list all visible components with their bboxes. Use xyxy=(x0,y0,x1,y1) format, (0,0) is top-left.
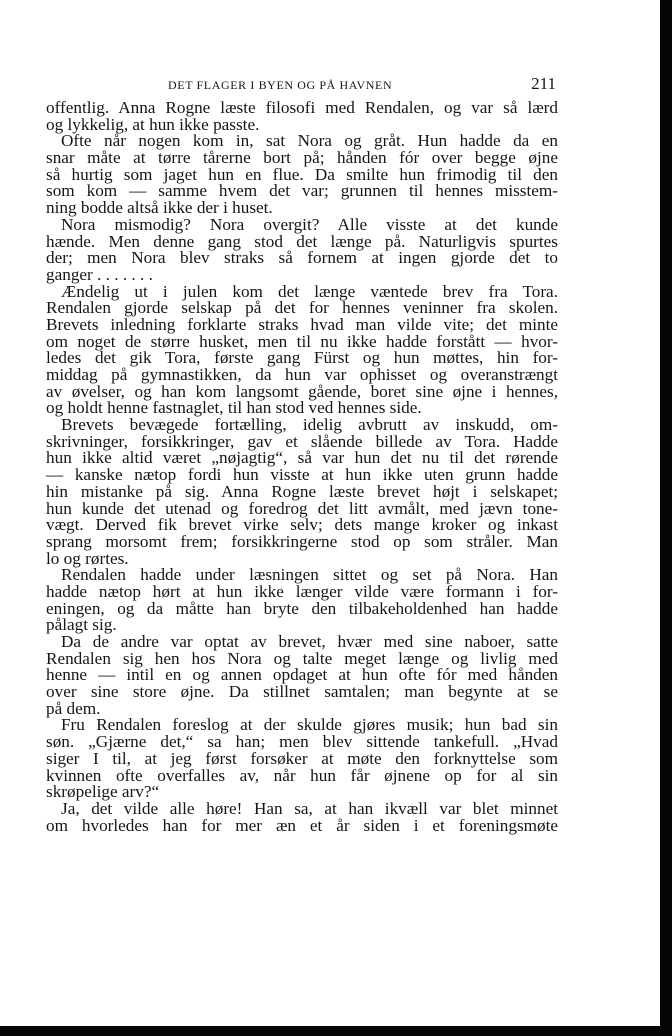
scan-edge-right xyxy=(660,0,672,1036)
text-line: skrøpelige arv?“ xyxy=(46,782,160,802)
text-line: vægt. Derved fik brevet virke selv; dets mange kroker og inkast xyxy=(46,515,558,535)
text-line: sprang morsomt frem; forsikkringerne stod op som stråler. Man xyxy=(46,531,558,551)
text-line: ning bodde altså ikke der i huset. xyxy=(46,198,273,218)
text-line: om noget de større husket, men til nu ikke hadde forstått — hvor- xyxy=(46,331,558,351)
text-line: hun ikke altid været „nøjagtig“, så var hun det nu til det rørende xyxy=(46,448,558,468)
text-line: Rendalen gjorde selskap på det for hennes veninner fra skolen. xyxy=(46,298,558,318)
text-line: snar måte at tørre tårerne bort på; hånden fór over begge øjne xyxy=(46,148,558,168)
text-line: Ja, det vilde alle høre! Han sa, at han ikvæll var blet minnet xyxy=(61,798,558,818)
text-line: pålagt sig. xyxy=(46,615,117,635)
text-line: på dem. xyxy=(46,698,101,718)
text-line: Rendalen sig hen hos Nora og talte meget længe og livlig med xyxy=(46,648,558,668)
text-line: og lykkelig, at hun ikke passte. xyxy=(46,114,260,134)
text-line: Nora mismodig? Nora overgit? Alle visste at det kunde xyxy=(61,214,558,234)
page-number: 211 xyxy=(531,74,556,93)
page-header xyxy=(48,74,556,94)
text-line: — kanske nætop fordi hun visste at hun ikke uten grunn hadde xyxy=(46,465,558,485)
text-line: lo og rørtes. xyxy=(46,548,129,568)
text-line: hin mistanke på sig. Anna Rogne læste brevet højt i selskapet; xyxy=(46,481,558,501)
text-line: av øvelser, og han kom langsomt gående, boret sine øjne i hennes, xyxy=(46,381,558,401)
text-line: middag på gymnastikken, da hun var ophisset og overanstrængt xyxy=(46,365,558,384)
text-line: Ændelig ut i julen kom det længe væntede brev fra Tora. xyxy=(61,281,558,301)
text-line: Fru Rendalen foreslog at der skulde gjøres musik; hun bad sin xyxy=(61,715,558,735)
text-line: Ofte når nogen kom in, sat Nora og gråt. Hun hadde da en xyxy=(61,131,558,151)
text-line: eningen, og da måtte han bryte den tilbakeholdenhed han hadde xyxy=(46,598,558,618)
text-line: Rendalen hadde under læsningen sittet og set på Nora. Han xyxy=(61,565,558,585)
text-line: søn. „Gjærne det,“ sa han; men blev sittende tankefull. „Hvad xyxy=(46,732,558,752)
text-line: hun kunde det utenad og foredrog det litt avmålt, med jævn tone- xyxy=(46,498,558,518)
text-line: siger I til, at jeg først forsøker at møte den forknyttelse som xyxy=(46,748,558,768)
text-line: som kom — samme hvem det var; grunnen til hennes misstem- xyxy=(46,181,558,201)
text-line: så hurtig som jaget hun en flue. Da smilte hun frimodig til den xyxy=(46,164,558,184)
text-line: og holdt henne fastnaglet, til han stod ved hennes side. xyxy=(46,398,422,418)
scan-edge-bottom xyxy=(0,1026,672,1036)
body-text xyxy=(46,100,558,834)
running-head: DET FLAGER I BYEN OG PÅ HAVNEN xyxy=(168,78,393,92)
text-line: Brevets bevægede fortælling, idelig avbrutt av inskudd, om- xyxy=(61,415,558,435)
text-line: ganger . . . . . . . xyxy=(46,264,153,284)
text-line: henne — intil en og annen opdaget at hun ofte fór med hånden xyxy=(46,665,558,685)
text-line: skrivninger, forsikkringer, gav et slående billede av Tora. Hadde xyxy=(46,431,558,451)
text-line: ledes det gik Tora, første gang Fürst og hun møttes, hin for- xyxy=(46,348,558,368)
text-line: der; men Nora blev straks så fornem at ingen gjorde det to xyxy=(46,248,558,268)
text-line: Da de andre var optat av brevet, hvær med sine naboer, satte xyxy=(61,632,558,651)
text-line: hænde. Men denne gang stod det længe på. Naturligvis spurtes xyxy=(46,231,558,251)
text-line: om hvorledes han for mer æn et år siden i et foreningsmøte xyxy=(46,815,558,835)
text-line: over sine store øjne. Da stillnet samtalen; man begynte at se xyxy=(46,682,558,702)
text-line: hadde nætop hørt at hun ikke længer vilde være formann i for- xyxy=(46,581,558,601)
text-line: Brevets inledning forklarte straks hvad man vilde vite; det minte xyxy=(46,314,558,334)
text-line: kvinnen ofte overfalles av, når hun får øjnene op for al sin xyxy=(46,765,558,785)
text-line: offentlig. Anna Rogne læste filosofi med Rendalen, og var så lærd xyxy=(46,98,558,117)
